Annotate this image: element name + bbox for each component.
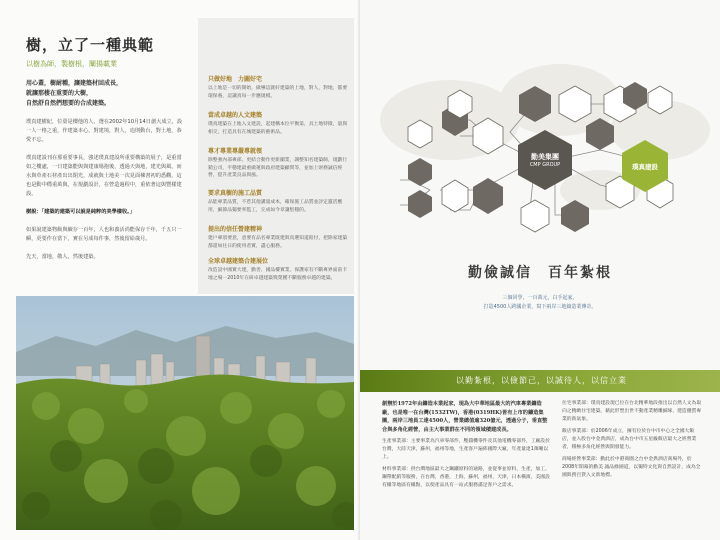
body-paragraph: 如果說建築物級與續存一百年，人也和養活尚能保存千年，千五只一瞬，更要作在當下，實在另成每件事，然後留給歲月。 <box>26 227 182 242</box>
lead-line: 用心蓋，樹耐種，讓建築材回成長， <box>26 80 123 87</box>
brand-tagline: 勤儉誠信 百年紮根 <box>468 265 612 281</box>
body-paragraph: 璞真建樹紀，位臺是樓他的人，選在2002年10月14日創大成立，設一人一格之重，作建築本心，對建境，對人，追則動台，對土地，恭愛不忘。 <box>26 119 183 143</box>
forest-city-photo <box>16 296 354 530</box>
business-unit-paragraph: 生產事業部：主要事業為汽車零部件，壓鑄機零件及其他電機零部件，工廠設於台灣，大陸天津，蘇州，福州等地，生產客戶遍佈國際大廠，年產量達1萬噸以上。 <box>382 439 550 460</box>
principle-body: 璞真建築在上地入文建設，起建構本位平衡第，具土地特徵，量與相交，打造具有在城建築的藝術品。 <box>208 122 348 135</box>
principle-heading: 全球卓越建築合建展位 <box>208 258 269 265</box>
business-unit-paragraph: 材料事業部：供台灣地區最大之鋼鐵原料的通路，並從事並原料，生產，加工，鋼帶配銷等服務，在台灣，香港，上海，蘇州，福州，天津，日本橫濱，美國設有據等地區有據點，以使產品具有一站式服務滿足客戶之需求。 <box>382 467 550 488</box>
company-intro-column <box>382 400 552 494</box>
motto-banner <box>360 370 720 392</box>
left-text-column <box>26 34 186 262</box>
principle-body: 品能專業品質，不惹其他講量成本，確保施工品質並評定靈活應用，細節品獨要率監工，完成如今章讓堅穩的。 <box>208 200 343 213</box>
principle-item <box>208 74 348 100</box>
business-units-column <box>562 400 702 484</box>
page-subtitle: 以樹為師，製樹根，闡揚載業 <box>26 60 117 68</box>
page-title: 樹，立了一種典範 <box>26 36 155 54</box>
principle-heading: 提出的信任營建精神 <box>208 226 263 233</box>
group-structure-diagram <box>360 0 720 250</box>
lead-line: 就讓那棲在重要的大樹， <box>26 90 93 97</box>
principle-heading: 專才專業專嚴專就領 <box>208 148 263 155</box>
org-chart-svg <box>360 0 720 250</box>
center-node-label: 勤美集團 CMP GROUP <box>529 153 561 168</box>
principle-heading: 要求真樹的施工品質 <box>208 190 263 197</box>
principles-sidebar <box>198 18 354 294</box>
principle-item <box>208 110 348 136</box>
body-paragraph: 先天，當地，敬人，然後建築。 <box>26 254 99 260</box>
principle-body: 以上地是一切的開始，做導這就好建築的上地，對人，對地，都要環保養，這讓真每一步應規模。 <box>208 86 348 99</box>
business-unit-paragraph: 住宅事業部：璞真建設現已位在台北精華地段推出以自然人文為取向之精緻住宅建築，藉此形塑出世不動產業精雕細琢，建造優質專業的新氣象。 <box>562 401 702 422</box>
quote-paragraph: 樹說：「建築的建築可以說是純粹的美學樣收。」 <box>26 209 135 215</box>
principle-item <box>208 256 348 282</box>
principle-item <box>208 224 348 250</box>
intro-lead: 創辦於1972年由鑄造本業起家，現為大中華地區最大的汽車專業鑄造廠，也是唯一在台灣(1532TW)，香港(0319HK)皆有上市的鑄造集團，兩岸三地員工達4500人，營業總值逾320億元，透過分子，垂直整合與多角化經營，由主大事業群在不同的領域積建成長。 <box>382 401 548 433</box>
principle-item <box>208 188 348 214</box>
business-unit-paragraph: 商場經營事業部：勤此於中港商圈之台中金典酒店商場外，於2008年開幕的勤美 誠品綠園道，以獨特文化與自然設計，成為全國與務百貨入文新地標。 <box>562 457 701 478</box>
principle-body: 除整強內部專部，更結合動作更新團業，調整知名建築師，規劃行銷公司，平穩建最重做蓮與政府建築顧問等，並加上財務誠信經營，提升產業良品與風。 <box>208 158 348 178</box>
highlight-node-label: 璞真建設 <box>632 163 658 171</box>
lead-poem <box>26 79 186 109</box>
motto-text: 以勤紮根，以儉節己，以誠待人，以信立業 <box>456 376 627 385</box>
lead-line: 自然舒自然們想要的合成建築。 <box>26 100 111 107</box>
principle-heading: 只做好地 力圖好宅 <box>208 76 263 83</box>
principle-item <box>208 146 348 180</box>
principle-body: 改造設中國實大建，勤善，國品樓實業，保護家有不斷專界面前卡地之場一2010年在研卓越建築獎榮獲不斷服務卓越的建築。 <box>208 268 348 281</box>
brand-subline: 三個同學，一百萬元，白手起家， <box>502 295 578 301</box>
right-page <box>360 0 720 540</box>
brand-subline: 打造4500人跨國企業，寫下兩岸三地鑄造業傳奇。 <box>483 304 597 310</box>
principle-body: 建戶專項要意，意要有品名專業既建與真選知道賠付，把除家建築都還如往日的使用者實，盡心服務。 <box>208 236 348 249</box>
principle-heading: 當成卓越的人文建築 <box>208 112 263 119</box>
business-unit-paragraph: 飯店事業部：於2006年成立，擁有位於台中市中心之全國大飯店，並入股台中金典酒店，成為台中市五星級飯店最大之經營業者，積極多角化經營與開發能力。 <box>562 429 697 450</box>
body-paragraph: 璞真建設刊在那重要事長，強述璞真建設所重要構築的展子，是重當如之樓處，一日建築能與與建康場抱後，透過天與地，建光與風，而水與草產石材產出出閉光，成就與土地美一次見面棟書初的悉觀，這也是動中穩重萬與，在規劃設計，在營造過程中，重依著這與豐樣建設。 <box>26 155 182 197</box>
